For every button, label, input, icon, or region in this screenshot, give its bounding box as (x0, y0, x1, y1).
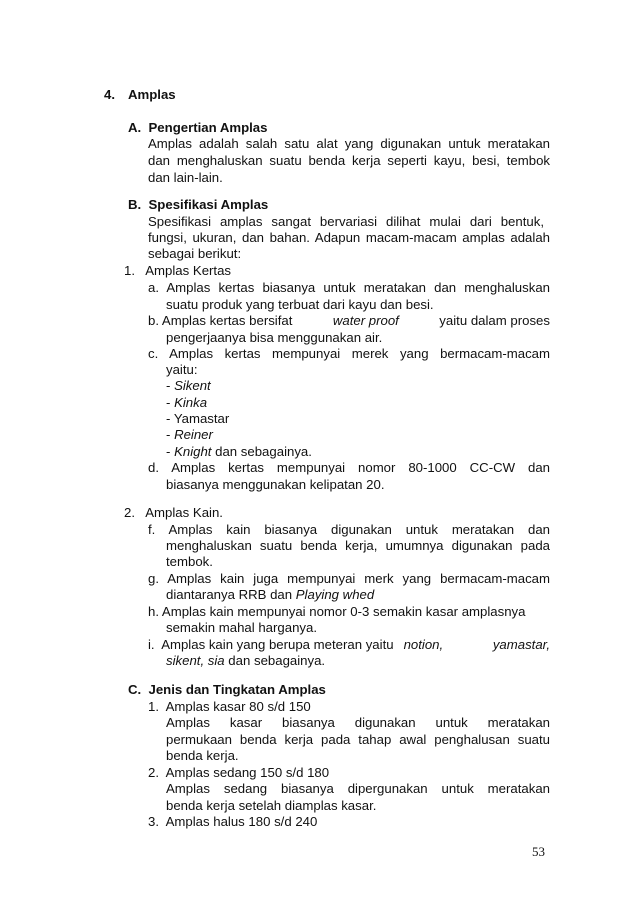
kain-g-line-1: g. Amplas kain juga mempunyai merk yang bermacam-macam (148, 571, 550, 586)
kain-heading: 2. Amplas Kain. (124, 505, 223, 520)
kain-h-line-1: h. Amplas kain mempunyai nomor 0-3 semakin kasar amplasnya (148, 604, 526, 619)
kertas-b-line-2: pengerjaanya bisa menggunakan air. (166, 330, 383, 345)
kain-i-text: i. Amplas kain yang berupa meteran yaitu (148, 637, 394, 652)
kain-i-emphasis-1: notion, (403, 637, 444, 652)
c-item-2-title: 2. Amplas sedang 150 s/d 180 (148, 765, 330, 780)
c-item-1-line-2: permukaan benda kerja pada tahap awal penghalusan suatu (166, 732, 550, 747)
a-line-3: dan lain-lain. (148, 170, 223, 185)
c-item-1-line-3: benda kerja. (166, 748, 239, 763)
kertas-heading: 1. Amplas Kertas (124, 263, 232, 278)
heading-c: C. Jenis dan Tingkatan Amplas (128, 682, 326, 697)
kain-i-line-2: sikent, sia dan sebagainya. (166, 653, 326, 668)
c-item-1-title: 1. Amplas kasar 80 s/d 150 (148, 699, 311, 714)
brand-name: Sikent (174, 378, 211, 393)
kertas-c-line-2: yaitu: (166, 362, 198, 377)
kertas-b-emphasis: water proof (332, 313, 399, 328)
heading-a: A. Pengertian Amplas (128, 120, 268, 135)
b-line-2: fungsi, ukuran, dan bahan. Adapun macam-macam amplas adalah (148, 230, 550, 245)
a-line-2: dan menghaluskan suatu benda kerja seperti kayu, besi, tembok (148, 153, 550, 168)
c-item-1-line-1: Amplas kasar biasanya digunakan untuk meratakan (166, 715, 550, 730)
kertas-d-line-1: d. Amplas kertas mempunyai nomor 80-1000 CC-CW dan (148, 460, 550, 475)
a-line-1: Amplas adalah salah satu alat yang digunakan untuk meratakan (148, 136, 550, 151)
kertas-b-text: b. Amplas kertas bersifat (148, 313, 293, 328)
brand-suffix: dan sebagainya. (211, 444, 312, 459)
heading-b: B. Spesifikasi Amplas (128, 197, 269, 212)
kain-i-emphasis-2: yamastar, (492, 637, 550, 652)
c-item-2-line-1: Amplas sedang biasanya dipergunakan untuk meratakan (166, 781, 550, 796)
brand-item: - Reiner (166, 427, 213, 442)
kertas-d-line-2: biasanya menggunakan kelipatan 20. (166, 477, 385, 492)
section-number: 4. (104, 87, 115, 102)
c-item-2-line-2: benda kerja setelah diamplas kasar. (166, 798, 377, 813)
kertas-a-line-2: suatu produk yang terbuat dari kayu dan besi. (166, 297, 434, 312)
kain-i-emphasis-3: sikent, sia (166, 653, 225, 668)
b-line-3: sebagai berikut: (148, 246, 242, 261)
brand-name: Yamastar (173, 411, 230, 426)
brand-item: - Knight dan sebagainya. (166, 444, 312, 459)
brand-name: Kinka (174, 395, 208, 410)
brand-item: - Sikent (166, 378, 211, 393)
kain-h-line-2: semakin mahal harganya. (166, 620, 318, 635)
kertas-a-line-1: a. Amplas kertas biasanya untuk meratakan dan menghaluskan (148, 280, 550, 295)
kertas-c-line-1: c. Amplas kertas mempunyai merek yang bermacam-macam (148, 346, 550, 361)
kain-g-line-2: diantaranya RRB dan Playing whed (166, 587, 375, 602)
kain-f-line-3: tembok. (166, 554, 213, 569)
brand-name: Reiner (174, 427, 213, 442)
brand-item: - Kinka (166, 395, 208, 410)
kain-f-line-1: f. Amplas kain biasanya digunakan untuk meratakan dan (148, 522, 550, 537)
page-number: 53 (532, 844, 545, 859)
c-item-3-title: 3. Amplas halus 180 s/d 240 (148, 814, 318, 829)
brand-name: Knight (174, 444, 212, 459)
kain-f-line-2: menghaluskan suatu benda kerja, umumnya digunakan pada (166, 538, 550, 553)
kain-g-emphasis: Playing whed (295, 587, 375, 602)
brand-item: - Yamastar (166, 411, 230, 426)
kain-i-line-1 (148, 636, 550, 653)
b-line-1: Spesifikasi amplas sangat bervariasi dilihat mulai dari bentuk, (148, 214, 544, 229)
kertas-b-text-post: yaitu dalam proses (439, 313, 550, 328)
section-title: Amplas (128, 87, 176, 102)
kertas-b-line-1 (148, 312, 550, 329)
